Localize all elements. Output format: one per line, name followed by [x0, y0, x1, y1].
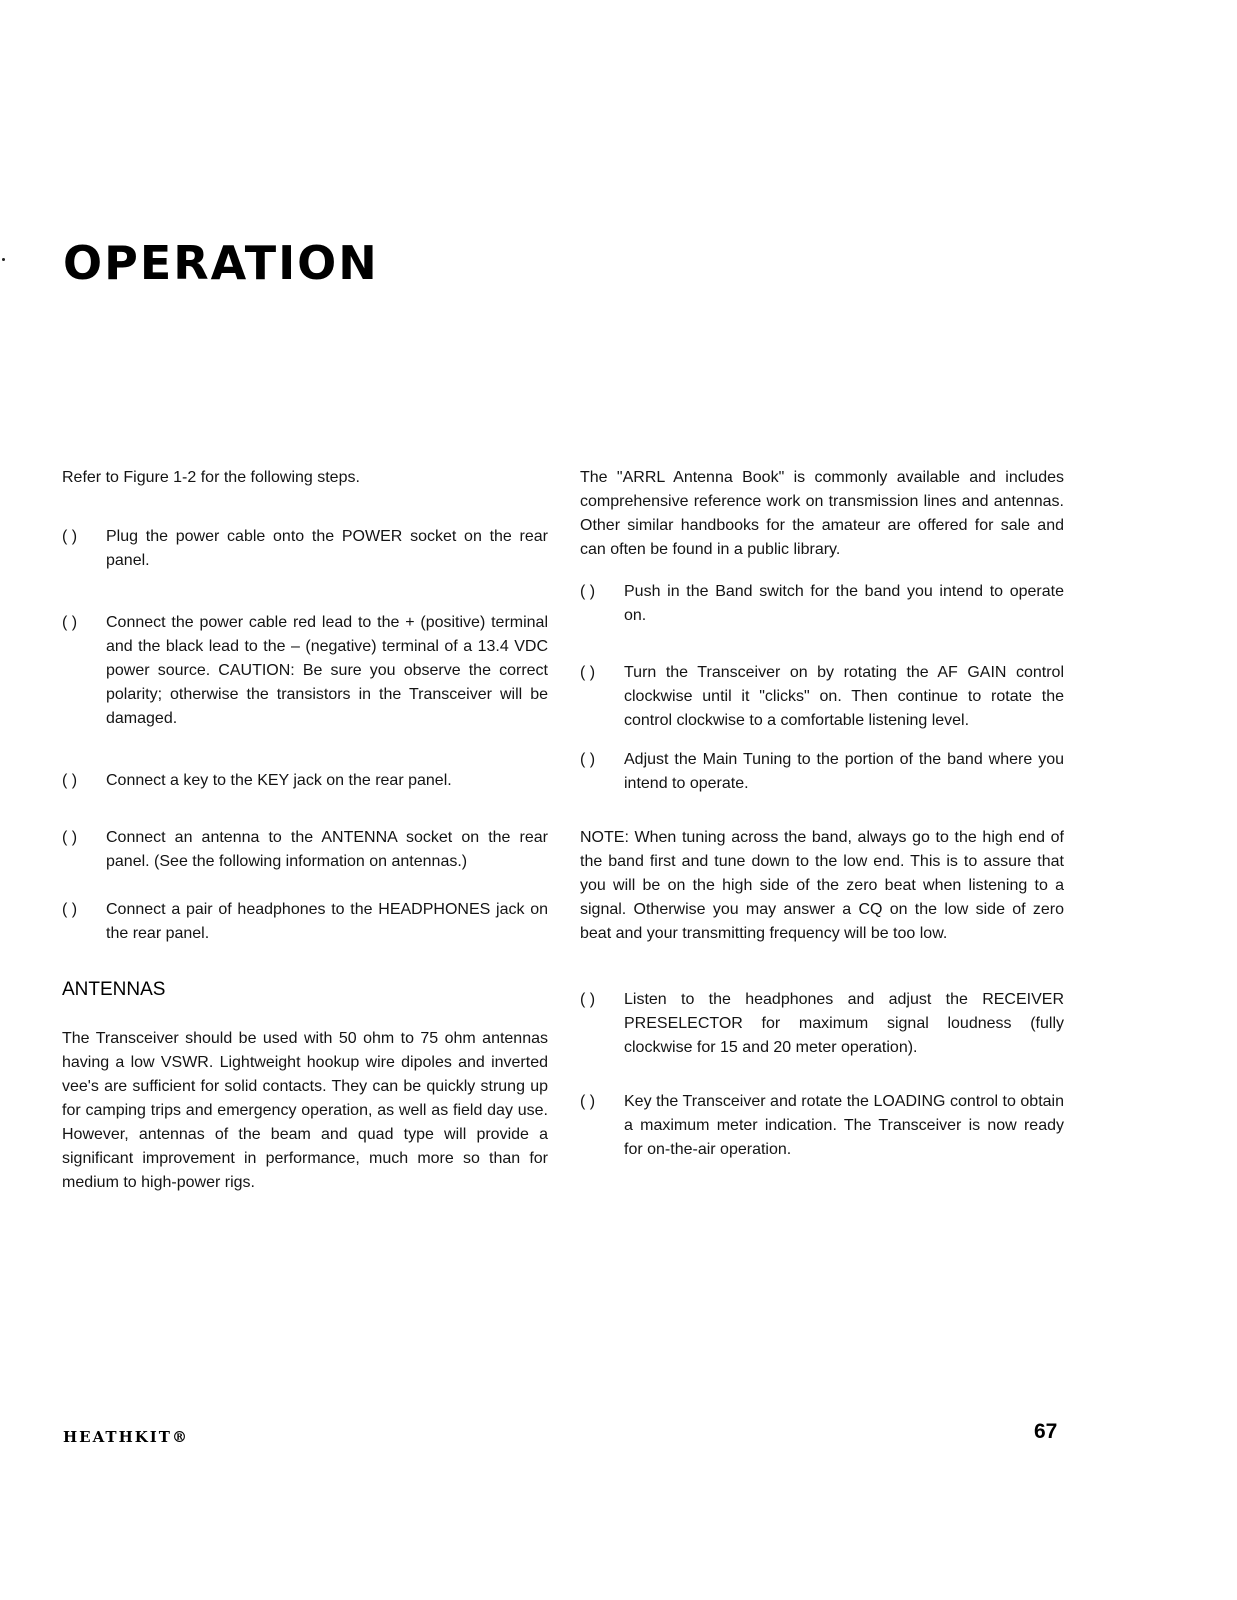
- step-power-socket: [62, 525, 548, 573]
- checkbox[interactable]: ( ): [62, 829, 78, 846]
- step-text: Key the Transceiver and rotate the LOADING control to obtain a maximum meter indication. The Transceiver is now ready for on-the-air operation.: [624, 1093, 1064, 1158]
- step-text: Push in the Band switch for the band you intend to operate on.: [624, 583, 1064, 624]
- intro-text: Refer to Figure 1-2 for the following steps.: [62, 469, 360, 486]
- left-column: [62, 466, 548, 1195]
- step-band-switch: [580, 580, 1064, 628]
- brand-logo: HEATHKIT®: [63, 1428, 189, 1446]
- step-headphones: [62, 898, 548, 946]
- antennas-heading: ANTENNAS: [62, 979, 166, 1000]
- step-main-tuning: [580, 748, 1064, 796]
- step-text: Connect a key to the KEY jack on the rear panel.: [106, 772, 452, 789]
- step-text: Listen to the headphones and adjust the RECEIVER PRESELECTOR for maximum signal loudness (fully clockwise for 15 and 20 meter operation).: [624, 991, 1064, 1056]
- checkbox[interactable]: ( ): [580, 751, 596, 768]
- checkbox[interactable]: ( ): [580, 583, 596, 600]
- step-text: Adjust the Main Tuning to the portion of the band where you intend to operate.: [624, 751, 1064, 792]
- page-number: 67: [1034, 1420, 1058, 1443]
- step-text: Turn the Transceiver on by rotating the AF GAIN control clockwise until it "clicks" on. Then continue to rotate the control clockwise to a comfortable listening level.: [624, 664, 1064, 729]
- tuning-note: NOTE: When tuning across the band, always go to the high end of the band first and tune down to the low end. This is to assure that you will be on the high side of the zero beat when listening to a signal. Otherwise you may answer a CQ on the low side of zero beat and your transmitting frequency will be too low.: [580, 829, 1064, 942]
- step-antenna-socket: [62, 826, 548, 874]
- margin-dot: [2, 258, 5, 261]
- checkbox[interactable]: ( ): [580, 1093, 596, 1110]
- page-title: OPERATION: [63, 236, 379, 290]
- checkbox[interactable]: ( ): [62, 614, 78, 631]
- step-text: Connect the power cable red lead to the + (positive) terminal and the black lead to the – (negative) terminal of a 13.4 VDC power source. CAUTION: Be sure you observe the correct polarity; otherwise the transistors in the Transceiver will be damaged.: [106, 614, 548, 727]
- checkbox[interactable]: ( ): [580, 664, 596, 681]
- checkbox[interactable]: ( ): [62, 528, 78, 545]
- checkbox[interactable]: ( ): [580, 991, 596, 1008]
- arrl-paragraph: The "ARRL Antenna Book" is commonly available and includes comprehensive reference work on transmission lines and antennas. Other similar handbooks for the amateur are offered for sale and can often be found in a public library.: [580, 469, 1064, 558]
- checkbox[interactable]: ( ): [62, 901, 78, 918]
- antennas-paragraph: The Transceiver should be used with 50 ohm to 75 ohm antennas having a low VSWR. Lightweight hookup wire dipoles and inverted vee's are sufficient for solid contacts. They can be quickly strung up for camping trips and emergency operation, as well as field day use. However, antennas of the beam and quad type will provide a significant improvement in performance, much more so than for medium to high-power rigs.: [62, 1030, 548, 1191]
- step-preselector: [580, 988, 1064, 1060]
- step-af-gain: [580, 661, 1064, 733]
- step-loading: [580, 1090, 1064, 1162]
- right-column: [580, 466, 1064, 1162]
- step-key-jack: [62, 769, 548, 793]
- step-power-source: [62, 611, 548, 731]
- step-text: Connect a pair of headphones to the HEADPHONES jack on the rear panel.: [106, 901, 548, 942]
- step-text: Connect an antenna to the ANTENNA socket on the rear panel. (See the following information on antennas.): [106, 829, 548, 870]
- checkbox[interactable]: ( ): [62, 772, 78, 789]
- step-text: Plug the power cable onto the POWER socket on the rear panel.: [106, 528, 548, 569]
